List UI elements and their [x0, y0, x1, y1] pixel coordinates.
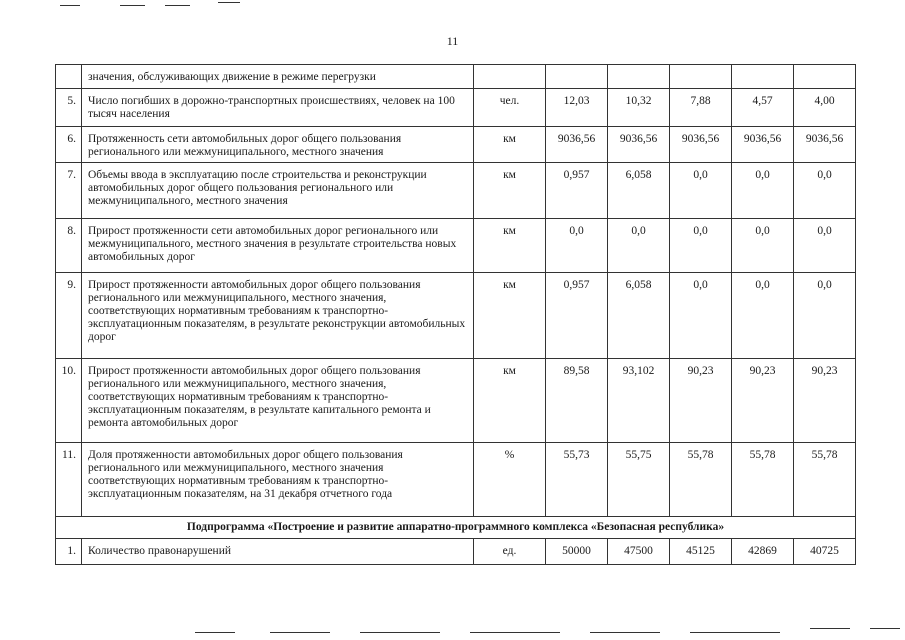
row-value: 6,058 [608, 273, 670, 359]
continuation-row [56, 65, 856, 89]
row-description: Объемы ввода в эксплуатацию после строительства и реконструкции автомобильных дорог общего пользования регионального или межмуниципального, местного значения [82, 163, 474, 219]
scan-mark [360, 632, 440, 633]
row-value [794, 65, 856, 89]
row-description: Число погибших в дорожно-транспортных происшествиях, человек на 100 тысяч населения [82, 89, 474, 127]
row-description: Прирост протяженности автомобильных дорог общего пользования регионального или межмуниципального, местного значения, соответствующих нормативным требованиям к транспортно-эксплуатационным показателям, в результате капитального ремонта и ремонта автомобильных дорог [82, 359, 474, 443]
row-unit: чел. [474, 89, 546, 127]
row-value: 9036,56 [732, 127, 794, 163]
table-row [56, 163, 856, 219]
row-value: 7,88 [670, 89, 732, 127]
row-value: 93,102 [608, 359, 670, 443]
row-value: 0,0 [732, 273, 794, 359]
scan-mark [270, 632, 330, 633]
scan-mark [590, 632, 660, 633]
subprogram-heading-row [56, 517, 856, 539]
row-value: 90,23 [670, 359, 732, 443]
row-unit: ед. [474, 539, 546, 565]
scan-mark [690, 632, 780, 633]
table-row [56, 89, 856, 127]
row-value: 47500 [608, 539, 670, 565]
row-description: Доля протяженности автомобильных дорог общего пользования регионального или межмуниципального, местного значения соответствующих нормативным требованиям к транспортно-эксплуатационным показателям, на 31 декабря отчетного года [82, 443, 474, 517]
row-number: 10. [56, 359, 82, 443]
row-unit: км [474, 359, 546, 443]
row-value: 0,0 [794, 219, 856, 273]
row-unit: км [474, 273, 546, 359]
row-value: 9036,56 [794, 127, 856, 163]
row-description: Прирост протяженности автомобильных дорог общего пользования регионального или межмуниципального, местного значения, соответствующих нормативным требованиям к транспортно-эксплуатационным показателям, в результате реконструкции автомобильных дорог [82, 273, 474, 359]
row-value: 0,0 [670, 219, 732, 273]
row-unit: % [474, 443, 546, 517]
row-number [56, 65, 82, 89]
row-value: 4,57 [732, 89, 794, 127]
row-number: 7. [56, 163, 82, 219]
row-value: 0,0 [794, 273, 856, 359]
row-description: значения, обслуживающих движение в режиме перегрузки [82, 65, 474, 89]
row-value: 12,03 [546, 89, 608, 127]
row-value: 55,75 [608, 443, 670, 517]
row-number: 5. [56, 89, 82, 127]
row-value [546, 65, 608, 89]
row-value: 0,0 [794, 163, 856, 219]
table-row [56, 539, 856, 565]
row-value [608, 65, 670, 89]
table-row [56, 127, 856, 163]
row-number: 6. [56, 127, 82, 163]
row-number: 11. [56, 443, 82, 517]
row-value: 0,957 [546, 163, 608, 219]
row-description: Протяженность сети автомобильных дорог общего пользования регионального или межмуниципального, местного значения [82, 127, 474, 163]
row-number: 9. [56, 273, 82, 359]
scan-mark [810, 628, 850, 629]
row-value: 55,73 [546, 443, 608, 517]
row-value: 9036,56 [546, 127, 608, 163]
table-row [56, 273, 856, 359]
scan-mark [195, 632, 235, 633]
scan-mark [870, 628, 900, 629]
row-value: 89,58 [546, 359, 608, 443]
row-description: Прирост протяженности сети автомобильных дорог регионального или межмуниципального, местного значения в результате строительства новых автомобильных дорог [82, 219, 474, 273]
row-unit: км [474, 127, 546, 163]
indicators-table [55, 64, 856, 565]
page-number: 11 [446, 34, 459, 48]
row-number: 8. [56, 219, 82, 273]
row-value: 55,78 [794, 443, 856, 517]
row-value: 40725 [794, 539, 856, 565]
row-value: 0,0 [670, 163, 732, 219]
row-value: 42869 [732, 539, 794, 565]
table-body [56, 65, 856, 565]
row-value: 50000 [546, 539, 608, 565]
row-value: 90,23 [794, 359, 856, 443]
row-unit [474, 65, 546, 89]
scan-mark [470, 632, 560, 633]
row-value: 45125 [670, 539, 732, 565]
row-value [732, 65, 794, 89]
row-number: 1. [56, 539, 82, 565]
table-row [56, 219, 856, 273]
row-value: 9036,56 [670, 127, 732, 163]
row-value: 0,0 [608, 219, 670, 273]
row-value: 55,78 [670, 443, 732, 517]
row-value: 55,78 [732, 443, 794, 517]
row-unit: км [474, 219, 546, 273]
scan-mark [165, 5, 190, 6]
row-value: 0,0 [670, 273, 732, 359]
row-value: 0,957 [546, 273, 608, 359]
row-value: 0,0 [546, 219, 608, 273]
row-value: 90,23 [732, 359, 794, 443]
row-unit: км [474, 163, 546, 219]
row-value: 10,32 [608, 89, 670, 127]
row-value [670, 65, 732, 89]
row-value: 0,0 [732, 219, 794, 273]
row-value: 9036,56 [608, 127, 670, 163]
row-value: 0,0 [732, 163, 794, 219]
scan-mark [218, 2, 240, 3]
table-row [56, 359, 856, 443]
scan-mark [60, 5, 80, 6]
row-description: Количество правонарушений [82, 539, 474, 565]
row-value: 6,058 [608, 163, 670, 219]
row-value: 4,00 [794, 89, 856, 127]
scan-mark [120, 5, 145, 6]
table-row [56, 443, 856, 517]
subprogram-heading: Подпрограмма «Построение и развитие аппаратно-программного комплекса «Безопасная республика» [56, 517, 856, 539]
